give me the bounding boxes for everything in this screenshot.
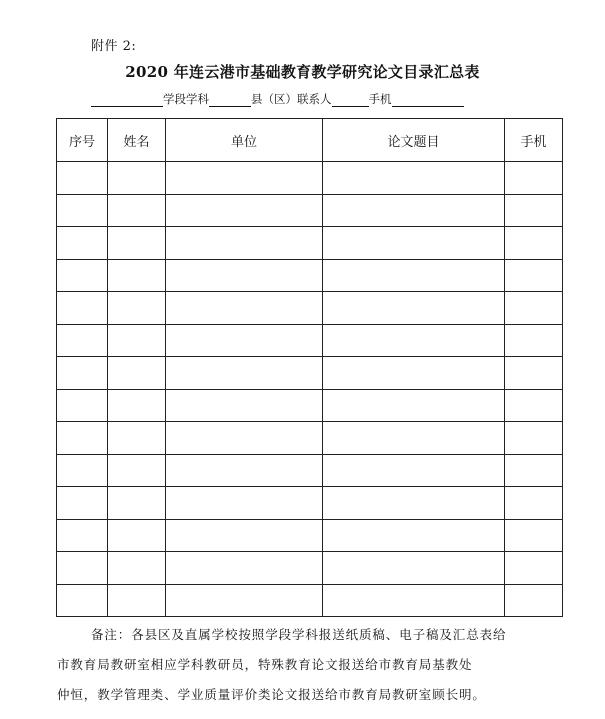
index-cell[interactable] bbox=[57, 454, 108, 487]
attachment-label: 附件 2: bbox=[91, 39, 137, 54]
index-cell[interactable] bbox=[57, 487, 108, 520]
index-cell[interactable] bbox=[57, 552, 108, 585]
paper-title-cell[interactable] bbox=[323, 259, 505, 292]
index-cell[interactable] bbox=[57, 259, 108, 292]
phone-cell[interactable] bbox=[505, 422, 563, 455]
name-cell[interactable] bbox=[108, 194, 166, 227]
phone-cell[interactable] bbox=[505, 162, 563, 195]
header-name: 姓名 bbox=[108, 119, 166, 162]
unit-cell[interactable] bbox=[166, 357, 323, 390]
unit-cell[interactable] bbox=[166, 454, 323, 487]
unit-cell[interactable] bbox=[166, 324, 323, 357]
phone-blank[interactable] bbox=[392, 94, 464, 107]
unit-cell[interactable] bbox=[166, 422, 323, 455]
paper-title-cell[interactable] bbox=[323, 227, 505, 260]
unit-cell[interactable] bbox=[166, 552, 323, 585]
page-title: 2020 年连云港市基础教育教学研究论文目录汇总表 bbox=[125, 63, 480, 81]
index-cell[interactable] bbox=[57, 162, 108, 195]
name-cell[interactable] bbox=[108, 422, 166, 455]
name-cell[interactable] bbox=[108, 552, 166, 585]
index-cell[interactable] bbox=[57, 422, 108, 455]
name-cell[interactable] bbox=[108, 487, 166, 520]
unit-cell[interactable] bbox=[166, 227, 323, 260]
table-row bbox=[57, 227, 563, 260]
index-cell[interactable] bbox=[57, 324, 108, 357]
table-row bbox=[57, 422, 563, 455]
phone-cell[interactable] bbox=[505, 194, 563, 227]
county-blank[interactable] bbox=[209, 94, 251, 107]
paper-title-cell[interactable] bbox=[323, 487, 505, 520]
stage-subject-blank[interactable] bbox=[91, 94, 163, 107]
name-cell[interactable] bbox=[108, 259, 166, 292]
unit-cell[interactable] bbox=[166, 389, 323, 422]
unit-cell[interactable] bbox=[166, 259, 323, 292]
phone-cell[interactable] bbox=[505, 487, 563, 520]
header-paper-title: 论文题目 bbox=[323, 119, 505, 162]
unit-cell[interactable] bbox=[166, 194, 323, 227]
table-row bbox=[57, 324, 563, 357]
table-row bbox=[57, 162, 563, 195]
paper-title-cell[interactable] bbox=[323, 584, 505, 617]
index-cell[interactable] bbox=[57, 357, 108, 390]
phone-cell[interactable] bbox=[505, 552, 563, 585]
note-block bbox=[57, 620, 569, 710]
name-cell[interactable] bbox=[108, 519, 166, 552]
name-cell[interactable] bbox=[108, 324, 166, 357]
table-row bbox=[57, 194, 563, 227]
index-cell[interactable] bbox=[57, 227, 108, 260]
phone-cell[interactable] bbox=[505, 259, 563, 292]
paper-title-cell[interactable] bbox=[323, 519, 505, 552]
header-unit: 单位 bbox=[166, 119, 323, 162]
summary-table bbox=[56, 118, 563, 617]
index-cell[interactable] bbox=[57, 584, 108, 617]
unit-cell[interactable] bbox=[166, 292, 323, 325]
paper-title-cell[interactable] bbox=[323, 552, 505, 585]
paper-title-cell[interactable] bbox=[323, 422, 505, 455]
name-cell[interactable] bbox=[108, 357, 166, 390]
header-phone: 手机 bbox=[505, 119, 563, 162]
phone-cell[interactable] bbox=[505, 227, 563, 260]
table-row bbox=[57, 487, 563, 520]
table-header-row bbox=[57, 119, 563, 162]
phone-cell[interactable] bbox=[505, 454, 563, 487]
note-line-2: 市教育局教研室相应学科教研员，特殊教育论文报送给市教育局基教处 bbox=[57, 657, 473, 672]
header-index: 序号 bbox=[57, 119, 108, 162]
table-row bbox=[57, 552, 563, 585]
table-body bbox=[57, 162, 563, 617]
index-cell[interactable] bbox=[57, 519, 108, 552]
unit-cell[interactable] bbox=[166, 162, 323, 195]
table-row bbox=[57, 292, 563, 325]
paper-title-cell[interactable] bbox=[323, 454, 505, 487]
phone-cell[interactable] bbox=[505, 584, 563, 617]
table-row bbox=[57, 259, 563, 292]
paper-title-cell[interactable] bbox=[323, 162, 505, 195]
unit-cell[interactable] bbox=[166, 584, 323, 617]
note-line-3: 仲恒，教学管理类、学业质量评价类论文报送给市教育局教研室顾长明。 bbox=[57, 687, 486, 702]
name-cell[interactable] bbox=[108, 454, 166, 487]
paper-title-cell[interactable] bbox=[323, 194, 505, 227]
name-cell[interactable] bbox=[108, 162, 166, 195]
paper-title-cell[interactable] bbox=[323, 324, 505, 357]
unit-cell[interactable] bbox=[166, 519, 323, 552]
phone-cell[interactable] bbox=[505, 389, 563, 422]
phone-cell[interactable] bbox=[505, 292, 563, 325]
name-cell[interactable] bbox=[108, 292, 166, 325]
table-row bbox=[57, 357, 563, 390]
index-cell[interactable] bbox=[57, 194, 108, 227]
note-line-1: 备注：各县区及直属学校按照学段学科报送纸质稿、电子稿及汇总表给 bbox=[91, 627, 507, 642]
table-row bbox=[57, 584, 563, 617]
name-cell[interactable] bbox=[108, 227, 166, 260]
phone-cell[interactable] bbox=[505, 519, 563, 552]
county-contact-label: 县（区）联系人 bbox=[251, 92, 332, 106]
phone-label: 手机 bbox=[368, 92, 392, 106]
paper-title-cell[interactable] bbox=[323, 389, 505, 422]
index-cell[interactable] bbox=[57, 389, 108, 422]
paper-title-cell[interactable] bbox=[323, 357, 505, 390]
unit-cell[interactable] bbox=[166, 487, 323, 520]
name-cell[interactable] bbox=[108, 584, 166, 617]
table-row bbox=[57, 454, 563, 487]
table-row bbox=[57, 519, 563, 552]
index-cell[interactable] bbox=[57, 292, 108, 325]
table-row bbox=[57, 389, 563, 422]
stage-subject-label: 学段学科 bbox=[163, 92, 209, 106]
paper-title-cell[interactable] bbox=[323, 292, 505, 325]
contact-blank[interactable] bbox=[332, 94, 369, 107]
phone-cell[interactable] bbox=[505, 357, 563, 390]
info-line bbox=[91, 91, 464, 107]
phone-cell[interactable] bbox=[505, 324, 563, 357]
name-cell[interactable] bbox=[108, 389, 166, 422]
